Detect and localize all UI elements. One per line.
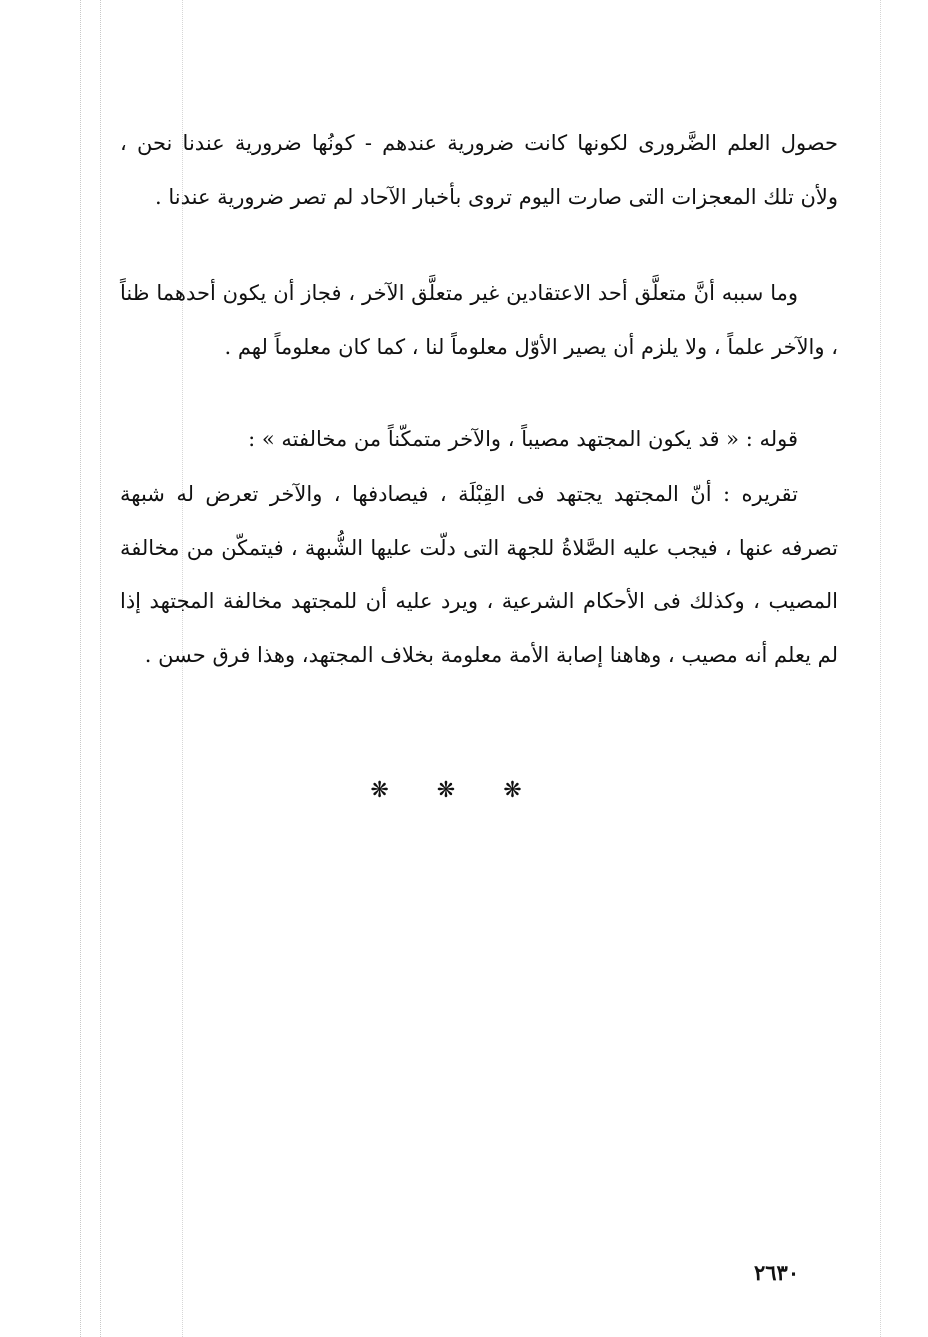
asterisk-ornament-icon: ❋ bbox=[436, 778, 492, 803]
page-number: ٢٦٣٠ bbox=[754, 1260, 800, 1285]
scan-artifact-line bbox=[80, 0, 81, 1337]
asterisk-ornament-icon: ❋ bbox=[370, 778, 425, 803]
scan-artifact-line bbox=[100, 0, 101, 1337]
paragraph-text: تقريره : أنّ المجتهد يجتهد فى القِبْلَة ، فيصادفها ، والآخر تعرض له شبهة تصرفه عنها ، فيجب عليه الصَّلاةُ للجهة التى دلّت عليها الشُّبهة ، فيتمكّن من مخالفة المصيب ، وكذلك فى الأحكام الشرعية ، ويرد عليه أن للمجتهد مخالفة المجتهد إذا لم يعلم أنه مصيب ، وهاهنا إصابة الأمة معلومة بخلاف المجتهد، وهذا فرق حسن . bbox=[120, 482, 838, 667]
paragraph-text: وما سببه أنَّ متعلَّق أحد الاعتقادين غير متعلَّق الآخر ، فجاز أن يكون أحدهما ظناً ، والآخر علماً ، ولا يلزم أن يصير الأوّل معلوماً لنا ، كما كان معلوماً لهم . bbox=[120, 281, 838, 359]
paragraph-continuation bbox=[120, 117, 838, 224]
paragraph-explanation bbox=[120, 468, 838, 682]
scan-artifact-line bbox=[880, 0, 881, 1337]
asterisk-ornament-icon: ❋ bbox=[503, 778, 558, 803]
section-separator bbox=[0, 778, 928, 803]
quoted-statement bbox=[120, 413, 838, 467]
paragraph-text: حصول العلم الضَّرورى لكونها كانت ضرورية عندهم - كونُها ضرورية عندنا نحن ، ولأن تلك المعجزات التى صارت اليوم تروى بأخبار الآحاد لم تصر ضرورية عندنا . bbox=[120, 131, 838, 209]
paragraph-reason bbox=[120, 267, 838, 374]
paragraph-text: قوله : « قد يكون المجتهد مصيباً ، والآخر متمكّناً من مخالفته » : bbox=[248, 427, 798, 451]
